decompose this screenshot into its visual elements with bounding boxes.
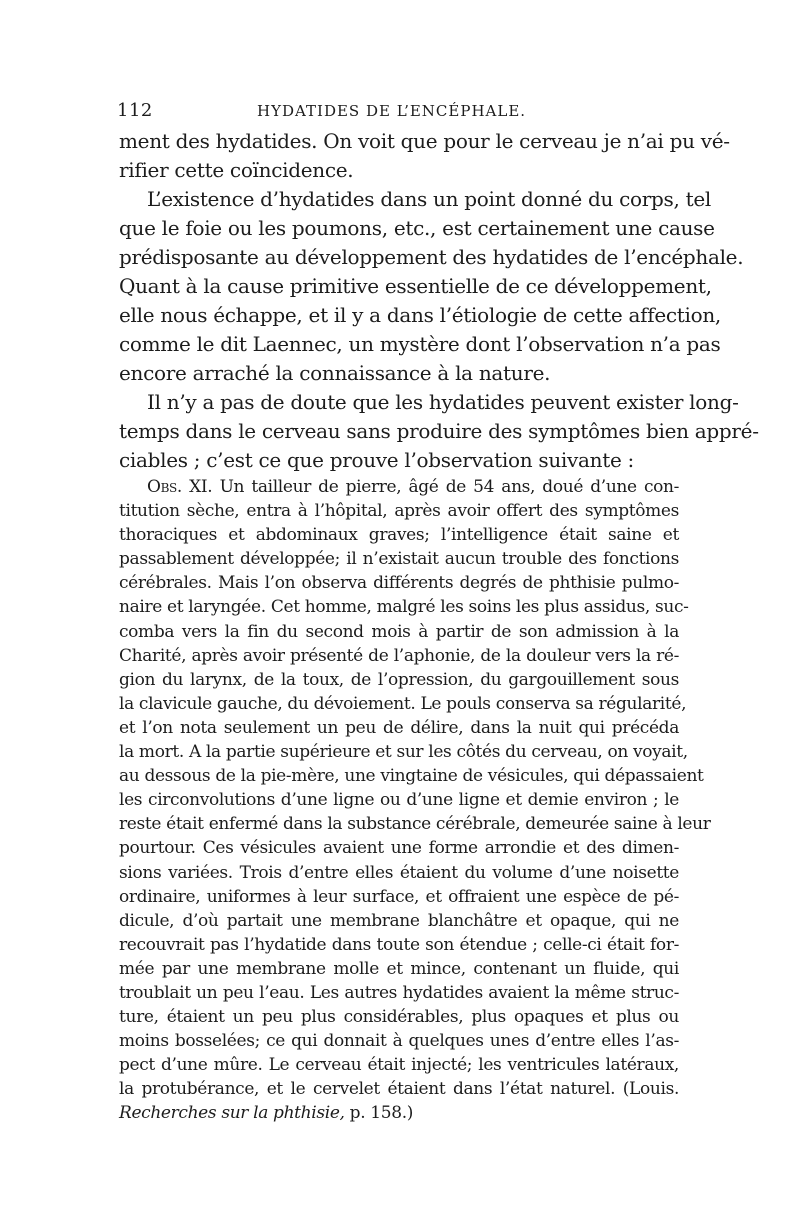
text-line: comba vers la fin du second mois à partir de son admission à la	[119, 621, 679, 642]
text-line: ordinaire, uniformes à leur surface, et offraient une espèce de pé-	[119, 886, 679, 907]
page-header	[117, 100, 677, 126]
text-line: gion du larynx, de la toux, de l’opression, du gargouillement sous	[119, 669, 679, 690]
text-line: elle nous échappe, et il y a dans l’étiologie de cette affection,	[119, 303, 721, 327]
text-line: troublait un peu l’eau. Les autres hydatides avaient la même struc-	[119, 982, 679, 1003]
text-line: la mort. A la partie supérieure et sur les côtés du cerveau, on voyait,	[119, 742, 688, 763]
text-line: encore arraché la connaissance à la nature.	[119, 361, 551, 385]
text-line: ciables ; c’est ce que prouve l’observation suivante :	[119, 448, 634, 472]
observation-first-line	[119, 475, 679, 499]
observation-first-line-text: Un tailleur de pierre, âgé de 54 ans, doué d’une con-	[219, 477, 679, 497]
text-line: les circonvolutions d’une ligne ou d’une ligne et demie environ ; le	[119, 790, 679, 811]
text-line: ment des hydatides. On voit que pour le cerveau je n’ai pu vé-	[119, 129, 730, 153]
text-line: naire et laryngée. Cet homme, malgré les soins les plus assidus, suc-	[119, 597, 689, 618]
text-line: rifier cette coïncidence.	[119, 158, 354, 182]
text-line: la clavicule gauche, du dévoiement. Le pouls conserva sa régularité,	[119, 693, 687, 714]
text-line: Charité, après avoir présenté de l’aphonie, de la douleur vers la ré-	[119, 645, 679, 666]
text-line: Quant à la cause primitive essentielle de ce développement,	[119, 274, 712, 298]
text-line: recouvrait pas l’hydatide dans toute son étendue ; celle-ci était for-	[119, 934, 679, 955]
text-line: Il n’y a pas de doute que les hydatides peuvent exister long-	[147, 390, 739, 414]
text-line: prédisposante au développement des hydatides de l’encéphale.	[119, 245, 744, 269]
text-line: mée par une membrane molle et mince, contenant un fluide, qui	[119, 958, 679, 979]
paragraph-1	[119, 127, 730, 185]
text-line: temps dans le cerveau sans produire des symptômes bien appré-	[119, 419, 759, 443]
text-line: pourtour. Ces vésicules avaient une forme arrondie et des dimen-	[119, 838, 679, 859]
text-line: cérébrales. Mais l’on observa différents degrés de phthisie pulmo-	[119, 573, 679, 594]
page-number: 112	[117, 100, 153, 121]
text-line: L’existence d’hydatides dans un point donné du corps, tel	[147, 187, 711, 211]
text-line: moins bosselées; ce qui donnait à quelques unes d’entre elles l’as-	[119, 1031, 679, 1052]
text-line: sions variées. Trois d’entre elles étaient du volume d’une noisette	[119, 862, 679, 883]
observation-block	[119, 475, 711, 1126]
citation-line	[119, 1101, 679, 1125]
running-title: HYDATIDES DE L’ENCÉPHALE.	[257, 102, 527, 120]
text-line: pect d’une mûre. Le cerveau était injecté; les ventricules latéraux,	[119, 1055, 679, 1076]
citation-title: Recherches sur la phthisie,	[119, 1103, 345, 1124]
text-line: la protubérance, et le cervelet étaient dans l’état naturel. (Louis.	[119, 1079, 679, 1100]
citation-page: p. 158.)	[349, 1103, 414, 1124]
text-line: comme le dit Laennec, un mystère dont l’observation n’a pas	[119, 332, 721, 356]
text-line: et l’on nota seulement un peu de délire, dans la nuit qui précéda	[119, 717, 679, 738]
text-line: passablement développée; il n’existait aucun trouble des fonctions	[119, 549, 679, 570]
text-line: thoraciques et abdominaux graves; l’intelligence était saine et	[119, 525, 679, 546]
paragraph-3	[119, 388, 759, 475]
observation-label: Obs. XI.	[147, 477, 213, 497]
text-line: ture, étaient un peu plus considérables, plus opaques et plus ou	[119, 1007, 679, 1028]
text-line: que le foie ou les poumons, etc., est certainement une cause	[119, 216, 715, 240]
paragraph-2	[119, 185, 744, 388]
body-text	[119, 127, 759, 1126]
text-line: dicule, d’où partait une membrane blanchâtre et opaque, qui ne	[119, 910, 679, 931]
text-line: titution sèche, entra à l’hôpital, après avoir offert des symptômes	[119, 501, 679, 522]
text-line: au dessous de la pie-mère, une vingtaine de vésicules, qui dépassaient	[119, 766, 704, 787]
text-line: reste était enfermé dans la substance cérébrale, demeurée saine à leur	[119, 814, 711, 835]
